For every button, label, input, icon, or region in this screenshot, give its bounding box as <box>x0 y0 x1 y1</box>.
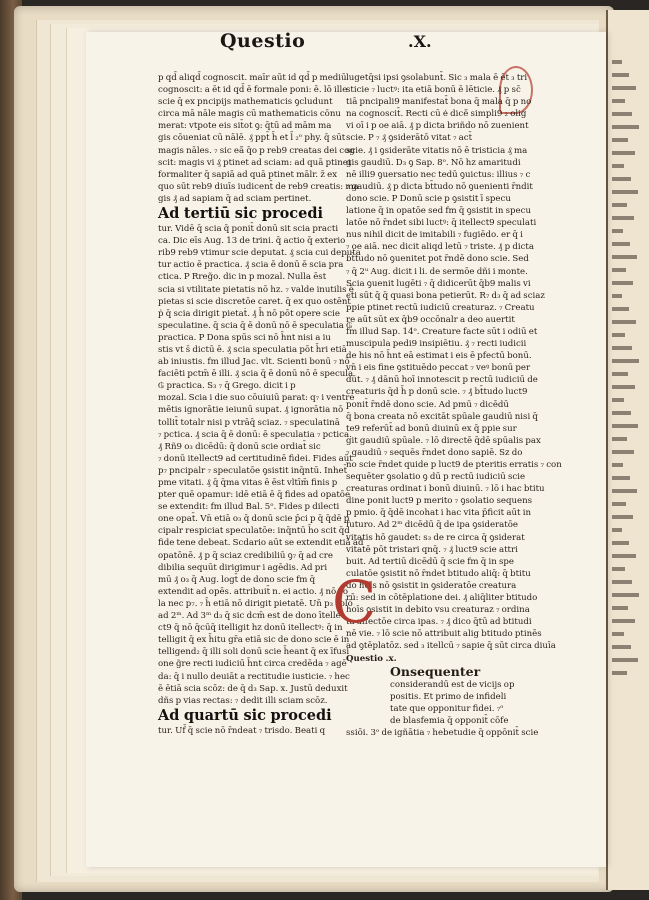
facing-text-fragment <box>612 203 627 207</box>
facing-text-fragment <box>612 476 630 480</box>
text-line: stis vt s̄ dictū ē. ₰ scia speculatia pōt h̄ri etiā <box>158 344 347 355</box>
text-line: ē ētiā scia scōz: de q̄ d₃ Sap. x. Justū deduxit <box>158 683 348 694</box>
running-title: Questio <box>220 30 306 52</box>
text-line: ₇ pctica. ₰ scia q̄ ē donū: ē speculatia ₇ pctica. <box>158 429 352 440</box>
text-line: mētis ignorātie ieiunū supat. ₰ ignorātia nō <box>158 405 344 416</box>
text-line: faciēti pctm̄ ē illi. ₰ scia q̄ ē donū nō ē specula <box>158 369 354 380</box>
text-line: Scia ꝯuenit lugēti ₇ q̄ didicerūt q̄b9 malis vi <box>346 278 531 289</box>
facing-text-fragment <box>612 346 632 350</box>
article-heading: Ad quartū sic procedi <box>158 706 332 724</box>
facing-text-fragment <box>612 424 638 428</box>
facing-text-fragment <box>612 385 635 389</box>
decorated-initial: C <box>332 568 377 636</box>
text-line: vitatē pōt tristari qnq̄. ₇ ₰ luct9 scie attri <box>346 544 518 555</box>
text-line: sticie ₇ luctꝰ: ita etiā bonū ē lēticie. ₰ p sc̄ <box>346 85 521 96</box>
article-heading: Ad tertiū sic procedi <box>158 205 323 223</box>
text-line: rib9 reb9 vtimur scie deputat. ₰ scia cui deputa <box>158 248 361 259</box>
text-line: tiā pncipali9 manifestat̄ bona q̄ mala q̄ p no <box>346 97 532 108</box>
text-line: bt̄tudo nō ꝯuenitet pot r̄ndē dono scie. Sed <box>346 254 529 265</box>
text-line: latione q̄ in opatōe sed fm q̄ ꝯsistit in specu <box>346 206 531 217</box>
text-line: muscipula pedi9 insipiētiu. ₰ ₇ recti iudicii <box>346 339 527 350</box>
facing-text-fragment <box>612 268 626 272</box>
text-line: pme vitati. ₰ q̄ q̄ma vitas ē ēst vltīm̄ finis p <box>158 478 338 488</box>
text-line: tollit̄ totalr nisi p vtrāq̄ sciaz. ₇ speculatinā <box>158 417 340 428</box>
facing-text-fragment <box>612 502 626 506</box>
text-line: do hoīs nō ꝯsistit in ꝯsideratōe creatura <box>346 580 517 591</box>
text-line: telligend₂ q̄ illi soli donū scie h̄eant q̄ ex īfusi <box>158 647 350 658</box>
facing-text-fragment <box>612 125 639 129</box>
text-line: circa mā nāle magis cū mathematicis cōnu <box>158 109 341 120</box>
question-heading: Questio .x. <box>346 653 397 664</box>
text-line: positis. Et primo de infideli <box>390 691 507 702</box>
text-line: rū: sed in cōtēplatione dei. ₰ aliq̄liter btitudo <box>346 593 538 604</box>
text-line: hoīs ꝯsistit in debito vsu creaturaz ₇ ordina <box>346 605 530 616</box>
facing-text-fragment <box>612 398 624 402</box>
facing-text-fragment <box>612 359 639 363</box>
text-line: fm illud Sap. 14ᵒ. Creature facte sūt i odiū et <box>346 326 538 337</box>
text-line: creaturis q̄d h̄ p donū scie. ₇ ₰ bt̄tudo luct9 <box>346 387 528 398</box>
left-text-column <box>158 72 364 737</box>
facing-text-fragment <box>612 567 625 571</box>
text-line: sequēter ꝯsolatio ꝯ dū p rectū iudiciū scie <box>346 472 526 483</box>
text-line: opatōnē. ₰ p q̄ sciaz credibiliū ꝯ₇ q̄ ad cre <box>158 550 333 561</box>
text-line: ssiōi. 3ᵒ de igñātia ₇ hebetudie q̄ oppōnit̄ scie <box>346 727 539 738</box>
text-line: nē vie. ₇ lō scie nō attribuit alig btitudo ptinēs <box>346 629 542 640</box>
text-line: culatōe ꝯsistit nō r̄ndet btitudo aliq̄: q̄ btitu <box>346 568 531 579</box>
facing-text-fragment <box>612 658 638 662</box>
text-line: q̄ bona creata nō excitāt spūale gaudiū nisi q̄ <box>346 411 538 422</box>
text-line: ₇ gaudiū ₇ sequēs r̄ndet dono sapiē. Sz do <box>346 447 523 458</box>
text-line: ponit̄ r̄ndē dono scie. Ad pmū ₇ dicēdū <box>346 399 509 410</box>
facing-text-fragment <box>612 372 628 376</box>
facing-text-fragment <box>612 645 631 649</box>
text-line: pietas si scie discretōe caret. q̄ ex quo ostēnt̄ <box>158 296 351 307</box>
text-line: tur. Uf̄ q̄ scie nō r̄ndeat ₇ trisdo. Beati q <box>158 725 326 736</box>
text-line: scit: magis vi ₰ ptinet ad sciam: ad quā ptinet <box>158 157 352 168</box>
text-line: ad 2ᵐ. Ad 3ᵐ d₃ q̄ sic dcm̄ est de dono ītelle <box>158 611 341 622</box>
facing-text-fragment <box>612 177 631 181</box>
text-line: magis nāles. ₇ sic eā̄ q̄o p reb9 creatas dei cog <box>158 145 355 156</box>
folio-number: .X. <box>408 32 432 51</box>
facing-text-fragment <box>612 307 629 311</box>
text-line: p₇ pncipalr ₇ speculatōe ꝯsistit inq̄ntū. Inhet̄ <box>158 465 348 476</box>
text-line: dine ponit luct9 p merito ₇ ꝯsolatio sequens <box>346 496 533 507</box>
facing-text-fragment <box>612 242 630 246</box>
text-line: tate que opponitur fidei. ₇ᵒ <box>390 703 504 714</box>
text-line: cti sūt q̄ q̄ quasi bona petierūt. R₇ d₃ q̄ ad sciaz <box>346 290 545 301</box>
facing-text-fragment <box>612 580 632 584</box>
text-line: practica. P Dona spūs sci nō h̄nt nisi a iu <box>158 332 331 343</box>
text-line: quo sūt reb9 diuīs iudicent̄ de reb9 creatis: ma <box>158 181 359 192</box>
facing-text-fragment <box>612 554 636 558</box>
text-line: ₇ oe aiā. nec dicit aliqd letū ₇ triste. ₰ p dicta <box>346 242 534 253</box>
text-line: mozal. Scia i die suo cōuiuiū parat: q₇ i ventre <box>158 393 355 404</box>
text-line: formaliter q̄ sapiā ad quā ptinet mālr. z̄ ex <box>158 169 338 180</box>
text-line: de his nō h̄nt eā estimat i eis ē pfectū bonū. <box>346 351 532 362</box>
text-line: considerandū est de vicijs op <box>390 679 515 690</box>
text-line: nus nihil dicit de imitabili ₇ fugiēdo. er q̄ i <box>346 230 523 241</box>
facing-text-fragment <box>612 255 637 259</box>
facing-text-fragment <box>612 528 622 532</box>
text-line: ₲ practica. S₃ ₇ q̄ Grego. dicit i p <box>158 381 296 392</box>
text-line: scie. ₰ i ꝯsiderāte vitatis nō ē tristicia ₰ ma <box>346 145 528 156</box>
text-line: fide tene debeat. Scdario aūt se extendit etiā ad <box>158 538 364 549</box>
facing-text-fragment <box>612 671 627 675</box>
right-text-column <box>346 72 562 739</box>
text-line: p qd̄ aliqd̄ cognoscit. maīr aūt id qd̄ p mediū <box>158 73 347 83</box>
text-line: mū ₰ o₃ q̄ Aug. logt̄ de dono scie fm q̄ <box>158 574 316 585</box>
text-line: ₰ Rñ9 o₃ dicēdū: q̄ donū scie ordiat̄ sic <box>158 441 321 452</box>
facing-text-fragment <box>612 606 628 610</box>
text-line: lugetq̄si ipsi ꝯsolabunt̄. Sic ₃ mala ē ēt ₃ tri <box>346 73 528 83</box>
text-line: one opat̄. Vn̄ etiā o₃ q̄ donū scie p̄ci p q̄ q̄dē p <box>158 514 350 525</box>
text-line: gis gaudiū. D₃ ꝯ Sap. 8ᵒ. Nō hz amaritudi <box>346 157 521 168</box>
text-line: ca. Dic eīs Aug. 13 de trini. q̄ actio q̄ exterio <box>158 236 346 247</box>
text-line: ta affectōe circa ipas. ₇ ₰ dico q̄tū ad btitudi <box>346 617 532 628</box>
text-line: creaturas ordinat i bonū diuinū. ₇ lō i hac btitu <box>346 484 545 495</box>
text-line: git gaudiū spūale. ₇ lō directē q̄dē spūalis pax <box>346 435 541 446</box>
text-line: tur actio ē practica. ₰ scia ē donū ē scia pra <box>158 260 344 271</box>
text-line: p pmio. q̄ q̄dē incohat i hac vita p̄ficit aūt in <box>346 508 531 519</box>
text-line: telligit q̄ ex h̄itu gr̄a etiā sic de dono scie ē in <box>158 635 350 646</box>
text-line: ₇ q̄ 2ᵘ Aug. dicit i li. de sermōe dñi i monte. <box>346 266 528 277</box>
text-line: dñs p vias rectas: ₇ dedit illi sciam scōz. <box>158 695 328 706</box>
text-line: ad ꝯtēplatōz. sed ₃ itellcū ₇ sapie q̄ sūt circa diuīa <box>346 641 556 652</box>
text-line: ctica. P Rreg̃o. dic in p mozal. Nulla ēst <box>158 272 327 283</box>
text-line: one g̃re recti iudiciū h̄nt circa credēda ₇ agē <box>158 659 347 670</box>
text-line: cognoscit: a ēt id qd̄ ē formale poni: ē. lō ille <box>158 85 348 96</box>
text-line: ppie ptinet rectū iudiciū creaturaz. ₇ Creatu <box>346 302 535 313</box>
text-line: vn̄ i eis fine ꝯstituēdo peccat ₇ veꝰ bonū per <box>346 363 531 374</box>
text-line: pter quē opamur: idē etiā ē q̄ fides ad opatōe <box>158 490 351 501</box>
text-line: dono scie. P Donū scie p ꝯsistit ī specu <box>346 193 511 204</box>
text-line: speculatine. q̄ scia q̄ ē donū nō ē speculatia ₲ <box>158 320 353 331</box>
text-line: na cognoscit̄. Recti cū e̒ dicē̄ simpli9 ₂ olig <box>346 109 527 120</box>
facing-text-fragment <box>612 437 627 441</box>
facing-text-fragment <box>612 281 633 285</box>
facing-text-fragment <box>612 99 625 103</box>
text-line: scie. P ₇ ₰ ꝯsiderātō vitat ₇ act̄ <box>346 133 473 144</box>
text-line: futuro. Ad 2ᵐ dicēdū q̄ de ipa ꝯsideratōe <box>346 520 519 531</box>
text-line: ṗ q̄ scia dirigit pietaṫ. ₰ h̄ nō pōt opere scie <box>158 308 341 319</box>
facing-text-fragment <box>612 138 628 142</box>
text-line: la nec p₇. ₇ h̄ etiā nō dirigit pietatē. Un̄ p₃ solō <box>158 598 353 609</box>
facing-text-fragment <box>612 515 633 519</box>
text-line: te9 referūt̄ ad bonū diuinū ex q̄ ppie sur <box>346 423 517 434</box>
text-line: scia si vtilitate pietatis nō hz. ₇ valde inutilis ē <box>158 284 354 295</box>
text-line: vi oī i p oe aiā. ₰ p dicta briñdo nō zuenient <box>346 121 529 132</box>
facing-text-fragment <box>612 632 624 636</box>
facing-text-fragment <box>612 60 622 64</box>
text-line: cipalr respiciat speculatōe: inq̄ntū h̄o scit q̄d <box>158 526 350 537</box>
text-line: dibilia sequūt dirigimur i agēdis. Ad pri <box>158 562 328 573</box>
text-line: se extendit: fm illud Bal. 5ᵒ. Fides p dilecti <box>158 502 340 513</box>
facing-text-fragment <box>612 190 638 194</box>
text-line: extendit ad opēs. attribuit̄ n. ei actio. ₰ nō so <box>158 586 349 597</box>
text-line: da: q̄ i nullo deuiāt a rectitudie iusticie. ₇ hec <box>158 671 350 682</box>
text-line: buit. Ad tertiū dicēdū q̄ scie fm q̄ in spe <box>346 556 515 567</box>
facing-text-fragment <box>612 541 629 545</box>
text-line: ₇ donū itellect9 ad certitudinē fidei. Fides aūt <box>158 453 353 464</box>
facing-text-fragment <box>612 320 636 324</box>
text-line: scie q̄ ex pncipijs mathematicis ꝯcludunt <box>158 97 333 108</box>
facing-text-fragment <box>612 216 634 220</box>
facing-text-fragment <box>612 112 632 116</box>
facing-text-fragment <box>612 73 629 77</box>
facing-text-fragment <box>612 450 634 454</box>
text-line: re aūt sūt ex q̄b9 occōnalr a deo auertit <box>346 314 515 325</box>
facing-text-fragment <box>612 619 635 623</box>
opening-word: Onsequenter <box>390 663 481 679</box>
text-line: tur. Vidē q̄ scia q̄ ponit̄ donū sit scia practi <box>158 224 339 235</box>
text-line: ₇ gaudiū. ₰ p dicta bt̄tudo nō ꝯuenienti r̄ndit <box>346 181 533 192</box>
text-line: dūt. ₇ ₰ dānū hoī innotescit p rectū iudiciū de <box>346 375 538 386</box>
text-line: gis cōueniat cū nālē. ₰ ppt̄ h̄ et l̄ ₂ᵒ phy. q̄ sūt <box>158 133 346 144</box>
facing-text-fragment <box>612 489 637 493</box>
text-line: de blasfemia q̄ opponit̄ cōfe <box>390 715 509 726</box>
text-line: gis ₰ ad sapiam q̄ ad sciam pertinet. <box>158 193 312 204</box>
text-line: vitatis hō gaudet: s₃ de re circa q̄ ꝯsiderat <box>346 532 525 543</box>
text-line: latōe nō r̄ndet sibi luctꝰ: q̄ itellect9 speculati <box>346 218 537 229</box>
text-line: ab iniustis. fm illud Jac. vlt. Scienti bonū ₇ nō <box>158 357 350 368</box>
text-line: nē illi9 ꝯuersatio nec tedū ꝯuictus: illius ₇ c <box>346 169 531 180</box>
facing-text-fragment <box>612 294 622 298</box>
facing-text-fragment <box>612 151 635 155</box>
text-line: no scie r̄ndet quide p luct9 de pteritis erratis ₇ con <box>346 460 562 470</box>
facing-text-fragment <box>612 411 631 415</box>
facing-text-fragment <box>612 229 623 233</box>
facing-text-fragment <box>612 333 625 337</box>
facing-page-text-fragments <box>612 60 642 700</box>
facing-text-fragment <box>612 164 624 168</box>
facing-text-fragment <box>612 86 636 90</box>
text-line: merat: vtpote eis sit̄ot ꝯ: q̄tū ad mām ma <box>158 121 332 132</box>
text-line: ct9 q̄ nō q̄cūq̄ itelligit hz donū itellectꝰ: q̄ in <box>158 623 343 634</box>
facing-text-fragment <box>612 593 639 597</box>
facing-text-fragment <box>612 463 623 467</box>
